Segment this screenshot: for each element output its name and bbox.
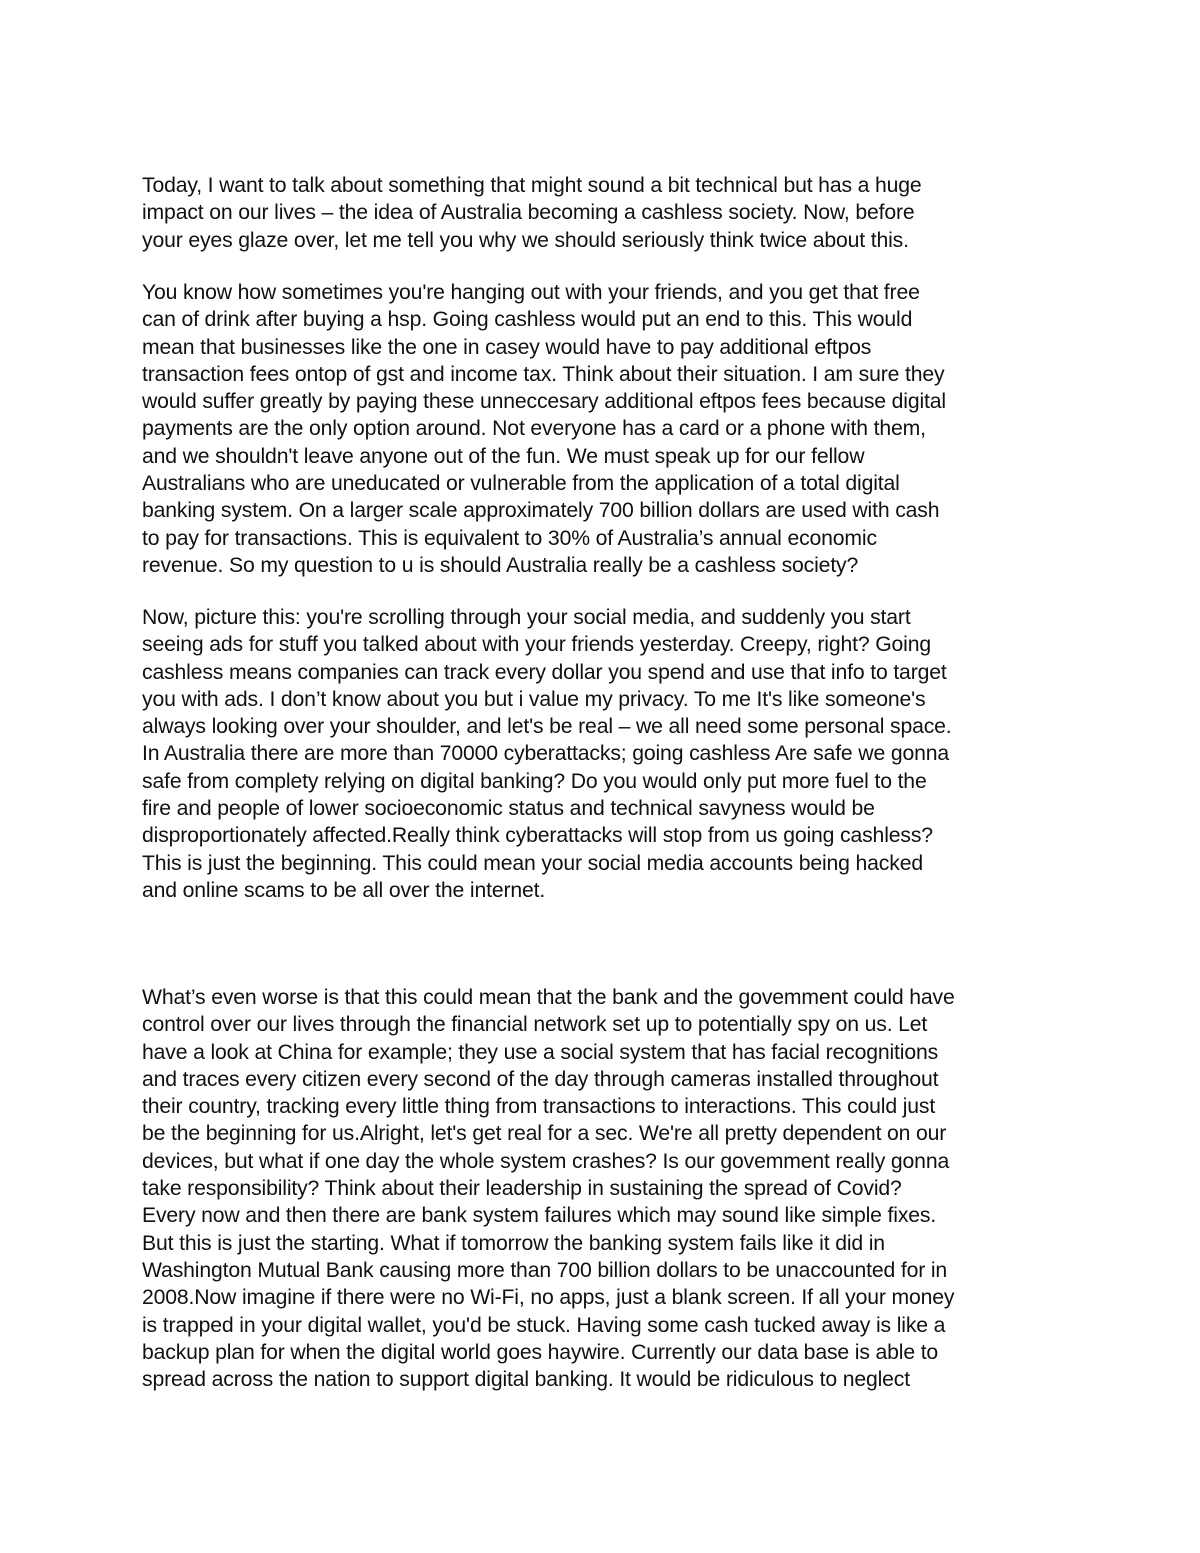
text-line: seeing ads for stuff you talked about with your friends yesterday. Creepy, right? Going [142, 633, 931, 657]
text-line: have a look at China for example; they use a social system that has facial recognitions [142, 1040, 939, 1064]
text-line: safe from complety relying on digital banking? Do you would only put more fuel to the [142, 769, 927, 793]
text-line: impact on our lives – the idea of Australia becoming a cashless society. Now, before [142, 201, 915, 225]
text-line: would suffer greatly by paying these unneccesary additional eftpos fees because digital [142, 390, 946, 414]
text-line: 2008.Now imagine if there were no Wi-Fi, no apps, just a blank screen. If all your money [142, 1286, 955, 1310]
paragraph-government [142, 984, 1082, 1393]
text-line: Now, picture this: you're scrolling through your social media, and suddenly you start [142, 606, 911, 629]
text-line: Washington Mutual Bank causing more than 700 billion dollars to be unaccounted for in [142, 1258, 948, 1282]
paragraph-businesses [142, 279, 1082, 579]
text-line: This is just the beginning. This could mean your social media accounts being hacked [142, 851, 923, 875]
text-line: Every now and then there are bank system failures which may sound like simple fixes. [142, 1204, 937, 1228]
text-line: control over our lives through the financial network set up to potentially spy on us. Let [142, 1013, 928, 1037]
text-line: their country, tracking every little thing from transactions to interactions. This could just [142, 1095, 936, 1119]
text-line: you with ads. I don’t know about you but i value my privacy. To me It's like someone's [142, 687, 926, 711]
paragraph-privacy [142, 604, 1082, 904]
text-line: and traces every citizen every second of the day through cameras installed throughout [142, 1067, 939, 1091]
text-line: always looking over your shoulder, and let's be real – we all need some personal space. [142, 715, 952, 739]
text-line: be the beginning for us.Alright, let's get real for a sec. We're all pretty dependent on our [142, 1122, 947, 1146]
text-line: banking system. On a larger scale approximately 700 billion dollars are used with cash [142, 499, 940, 523]
text-line: Australians who are uneducated or vulnerable from the application of a total digital [142, 472, 900, 496]
text-line: is trapped in your digital wallet, you'd be stuck. Having some cash tucked away is like a [142, 1313, 946, 1337]
text-line: mean that businesses like the one in casey would have to pay additional eftpos [142, 335, 872, 359]
text-line: But this is just the starting. What if tomorrow the banking system fails like it did in [142, 1231, 885, 1255]
text-line: Today, I want to talk about something that might sound a bit technical but has a huge [142, 174, 922, 197]
text-line: You know how sometimes you're hanging out with your friends, and you get that free [142, 281, 920, 304]
text-line: devices, but what if one day the whole system crashes? Is our govemment really gonna [142, 1149, 950, 1173]
text-line: cashless means companies can track every dollar you spend and use that info to target [142, 660, 947, 684]
text-line: spread across the nation to support digital banking. It would be ridiculous to neglect [142, 1368, 910, 1392]
text-line: your eyes glaze over, let me tell you why we should seriously think twice about this. [142, 228, 909, 252]
text-line: transaction fees ontop of gst and income tax. Think about their situation. I am sure they [142, 362, 945, 386]
text-line: fire and people of lower socioeconomic status and technical savyness would be [142, 797, 875, 821]
text-line: and we shouldn't leave anyone out of the fun. We must speak up for our fellow [142, 444, 865, 468]
text-line: can of drink after buying a hsp. Going cashless would put an end to this. This would [142, 308, 913, 332]
text-line: disproportionately affected.Really think cyberattacks will stop from us going cashless? [142, 824, 933, 848]
text-line: What’s even worse is that this could mean that the bank and the govemment could have [142, 986, 955, 1009]
text-line: payments are the only option around. Not everyone has a card or a phone with them, [142, 417, 926, 441]
text-line: to pay for transactions. This is equivalent to 30% of Australia’s annual economic [142, 526, 877, 550]
text-line: take responsibility? Think about their leadership in sustaining the spread of Covid? [142, 1177, 902, 1201]
text-line: and online scams to be all over the internet. [142, 878, 546, 902]
paragraph-intro [142, 172, 1082, 254]
text-line: backup plan for when the digital world goes haywire. Currently our data base is able to [142, 1340, 939, 1364]
text-line: In Australia there are more than 70000 cyberattacks; going cashless Are safe we gonna [142, 742, 949, 766]
text-line: revenue. So my question to u is should Australia really be a cashless society? [142, 553, 859, 577]
